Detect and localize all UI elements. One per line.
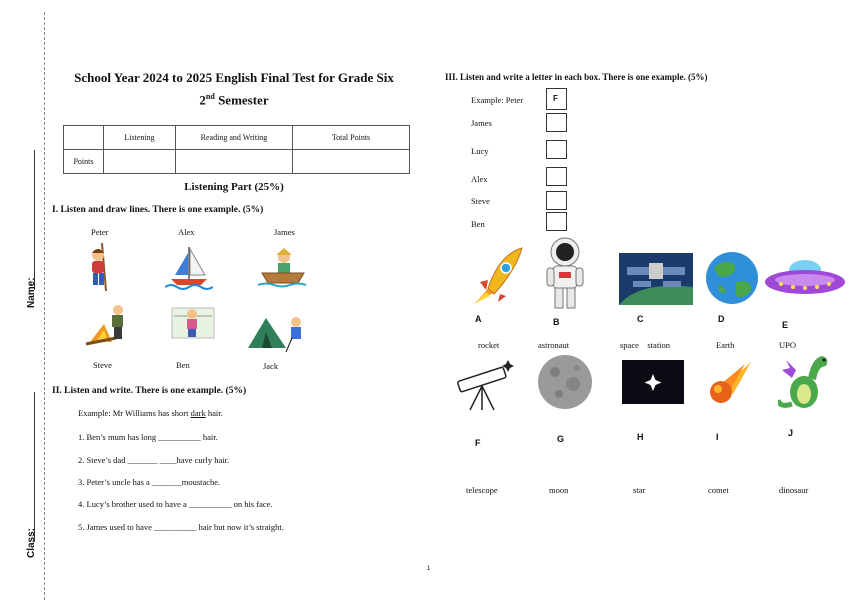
section2-item-5[interactable]: 5. James used to have __________ hair but now it’s straight. — [78, 522, 284, 532]
name-james: James — [274, 227, 295, 237]
tent-boy-image — [246, 312, 308, 352]
astronaut-image — [543, 236, 587, 314]
section2-item-2[interactable]: 2. Steve’s dad _______ ____have curly hair. — [78, 455, 230, 465]
name-ben-iii: Ben — [471, 219, 485, 229]
section1-title: I. Listen and draw lines. There is one example. (5%) — [52, 205, 264, 215]
telescope-image — [452, 356, 516, 412]
page-title: School Year 2024 to 2025 English Final Test for Grade Six — [74, 70, 394, 85]
answer-box-james[interactable] — [546, 113, 567, 132]
letter-h: H — [637, 432, 644, 442]
answer-box-steve[interactable] — [546, 191, 567, 210]
binding-dashed-line — [44, 12, 45, 600]
word-upo: UPO — [779, 340, 797, 350]
name-label: Name: — [26, 277, 37, 308]
star-image — [622, 360, 684, 404]
letter-g: G — [557, 434, 565, 444]
letter-i: I — [716, 432, 719, 442]
letter-a: A — [475, 314, 482, 324]
score-table — [63, 125, 410, 174]
letter-f: F — [475, 438, 481, 448]
moon-image — [537, 354, 593, 410]
word-space-station: space station — [620, 340, 671, 350]
section2-example: Example: Mr Williams has short dark hair. — [78, 408, 223, 418]
semester-title: 2nd Semester — [199, 92, 269, 108]
section2-item-4[interactable]: 4. Lucy’s brother used to have a __________ on his face. — [78, 499, 273, 509]
rocket-image — [470, 244, 526, 306]
earth-image — [704, 250, 760, 306]
points-total-cell[interactable] — [293, 150, 410, 174]
word-comet: comet — [708, 485, 729, 495]
badminton-boy-image — [170, 302, 216, 342]
word-earth: Earth — [716, 340, 735, 350]
name-jack: Jack — [263, 361, 279, 371]
points-reading-cell[interactable] — [176, 150, 293, 174]
word-astronaut: astronaut — [538, 340, 570, 350]
points-listening-cell[interactable] — [104, 150, 176, 174]
name-ben: Ben — [176, 360, 190, 370]
section2-item-3[interactable]: 3. Peter’s uncle has a _______moustache. — [78, 477, 221, 487]
name-james-iii: James — [471, 118, 492, 128]
answer-box-ben[interactable] — [546, 212, 567, 231]
section3-title: III. Listen and write a letter in each box. There is one example. (5%) — [445, 72, 708, 82]
example-peter-label: Example: Peter — [471, 95, 524, 105]
col-listening: Listening — [104, 126, 176, 150]
climbing-boy-image — [80, 243, 120, 291]
name-alex-iii: Alex — [471, 174, 488, 184]
col-reading-writing: Reading and Writing — [176, 126, 293, 150]
word-dinosaur: dinosaur — [779, 485, 809, 495]
space-station-image — [619, 253, 693, 305]
answer-box-alex[interactable] — [546, 167, 567, 186]
class-label: Class: — [26, 527, 37, 558]
section2-title: II. Listen and write. There is one example. (5%) — [52, 386, 247, 396]
word-moon: moon — [549, 485, 569, 495]
word-rocket: rocket — [478, 340, 500, 350]
word-star: star — [633, 485, 646, 495]
col-total-points: Total Points — [293, 126, 410, 150]
name-peter: Peter — [91, 227, 109, 237]
class-write-line — [34, 392, 35, 542]
letter-c: C — [637, 314, 644, 324]
row-points: Points — [64, 150, 104, 174]
letter-b: B — [553, 317, 560, 327]
name-steve-iii: Steve — [471, 196, 490, 206]
answer-box-peter: F — [546, 88, 567, 110]
campfire-boy-image — [82, 302, 128, 346]
letter-d: D — [718, 314, 725, 324]
listening-part-heading: Listening Part (25%) — [184, 181, 284, 193]
sailboat-image — [165, 243, 213, 291]
letter-e: E — [782, 320, 789, 330]
section2-item-1[interactable]: 1. Ben’s mum has long __________ hair. — [78, 432, 218, 442]
name-write-line — [34, 150, 35, 290]
name-lucy-iii: Lucy — [471, 146, 489, 156]
letter-j: J — [788, 428, 794, 438]
answer-box-lucy[interactable] — [546, 140, 567, 159]
rowing-boat-image — [258, 245, 308, 289]
ufo-image — [763, 258, 847, 302]
comet-image — [705, 360, 753, 406]
name-steve: Steve — [93, 360, 112, 370]
dinosaur-image — [778, 348, 834, 414]
page-number: 1 — [427, 566, 431, 572]
word-telescope: telescope — [466, 485, 498, 495]
name-alex: Alex — [178, 227, 195, 237]
